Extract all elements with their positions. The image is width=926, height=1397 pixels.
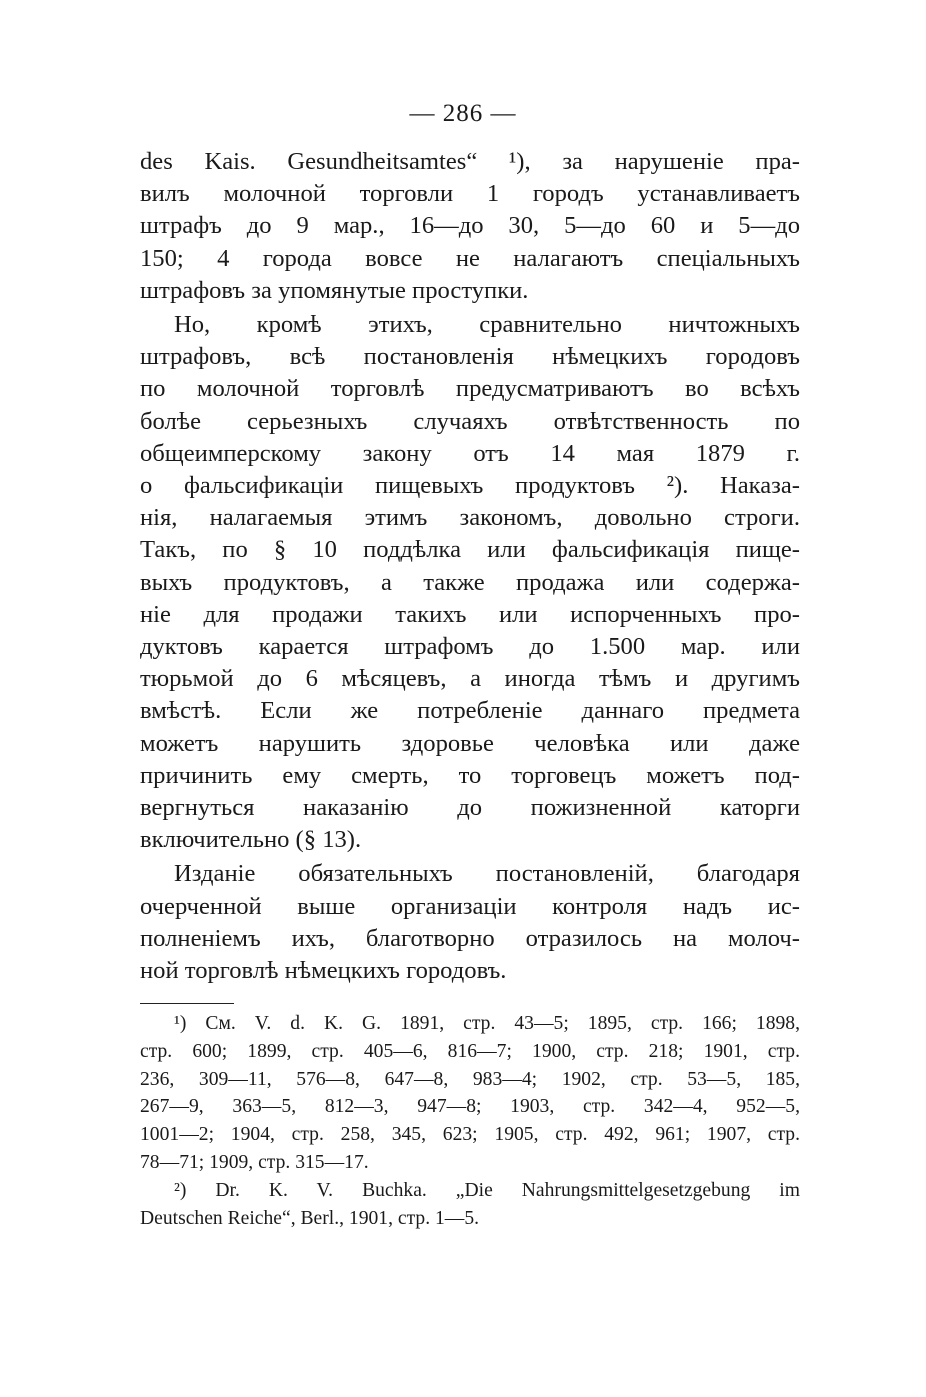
- text-line: болѣе серьезныхъ случаяхъ отвѣтственность по: [140, 407, 800, 435]
- text-line: des Kais. Gesundheitsamtes“ ¹), за нарушеніе пра-: [140, 148, 800, 175]
- text-line: ніе для продажи такихъ или испорченныхъ про-: [140, 600, 800, 628]
- text-line: можетъ нарушить здоровье человѣка или даже: [140, 729, 800, 757]
- footnote-line: стр. 600; 1899, стр. 405—6, 816—7; 1900, стр. 218; 1901, стр.: [140, 1040, 800, 1062]
- text-line: тюрьмой до 6 мѣсяцевъ, а иногда тѣмъ и другимъ: [140, 665, 800, 693]
- text-line: по молочной торговлѣ предусматриваютъ во всѣхъ: [140, 375, 800, 403]
- text-line: выхъ продуктовъ, а также продажа или содержа-: [140, 568, 800, 596]
- footnote-line: ²) Dr. K. V. Buchka. „Die Nahrungsmittelgesetzgebung im: [174, 1179, 800, 1201]
- text-line: штрафовъ, всѣ постановленія нѣмецкихъ городовъ: [140, 343, 800, 371]
- text-line: о фальсификаціи пищевыхъ продуктовъ ²). Наказа-: [140, 472, 800, 500]
- footnote-line: Deutschen Reiche“, Berl., 1901, стр. 1—5.: [140, 1207, 480, 1229]
- text-line: штрафъ до 9 мар., 16—до 30, 5—до 60 и 5—до: [140, 212, 800, 240]
- text-line: вмѣстѣ. Если же потребленіе даннаго предмета: [140, 697, 800, 725]
- page-number: — 286 —: [409, 100, 517, 127]
- text-line: штрафовъ за упомянутые проступки.: [140, 276, 529, 304]
- text-line: включительно (§ 13).: [140, 826, 362, 854]
- text-line: нія, налагаемыя этимъ закономъ, довольно строги.: [140, 504, 800, 532]
- footnote-line: 236, 309—11, 576—8, 647—8, 983—4; 1902, стр. 53—5, 185,: [140, 1068, 800, 1090]
- footnote-1: [140, 1010, 800, 1177]
- paragraph-1: [140, 146, 800, 307]
- footnote-line: 267—9, 363—5, 812—3, 947—8; 1903, стр. 342—4, 952—5,: [140, 1096, 800, 1118]
- paragraph-3: [140, 858, 800, 987]
- text-line: Изданіе обязательныхъ постановленій, благодаря: [174, 860, 800, 888]
- text-line: общеимперскому закону отъ 14 мая 1879 г.: [140, 439, 800, 467]
- text-line: очерченной выше организаціи контроля надъ ис-: [140, 892, 800, 920]
- body-text: [140, 146, 800, 987]
- text-line: ной торговлѣ нѣмецкихъ городовъ.: [140, 957, 507, 985]
- text-line: Но, кромѣ этихъ, сравнительно ничтожныхъ: [174, 311, 800, 339]
- text-line: дуктовъ карается штрафомъ до 1.500 мар. или: [140, 633, 800, 661]
- paragraph-2: [140, 309, 800, 856]
- footnotes: [140, 1010, 800, 1232]
- text-line: полненіемъ ихъ, благотворно отразилось на молоч-: [140, 924, 800, 952]
- footnote-line: ¹) См. V. d. K. G. 1891, стр. 43—5; 1895, стр. 166; 1898,: [174, 1013, 800, 1034]
- footnote-line: 1001—2; 1904, стр. 258, 345, 623; 1905, стр. 492, 961; 1907, стр.: [140, 1124, 800, 1146]
- text-line: вилъ молочной торговли 1 городъ устанавливаетъ: [140, 180, 800, 208]
- text-line: 150; 4 города вовсе не налагаютъ спеціальныхъ: [140, 244, 800, 272]
- text-line: вергнуться наказанію до пожизненной каторги: [140, 794, 800, 822]
- text-line: причинить ему смерть, то торговецъ можетъ под-: [140, 761, 800, 789]
- footnote-line: 78—71; 1909, стр. 315—17.: [140, 1151, 369, 1173]
- text-line: Такъ, по § 10 поддѣлка или фальсификація пище-: [140, 536, 800, 564]
- footnote-divider: [140, 1003, 234, 1004]
- footnote-2: [140, 1177, 800, 1233]
